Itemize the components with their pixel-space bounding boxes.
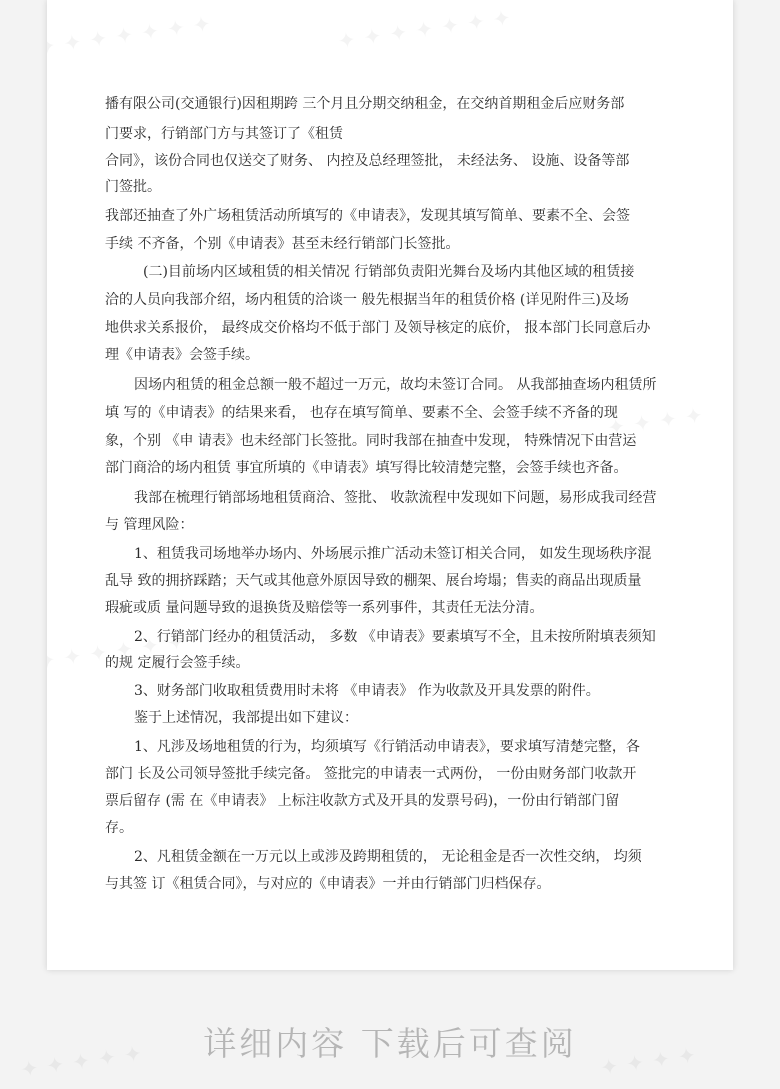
doc-line: 理《申请表》会签手续。 — [105, 347, 259, 363]
doc-line: 与其签 订《租赁合同》，与对应的《申请表》一并由行销部门归档保存。 — [105, 876, 551, 892]
doc-line: 我部还抽查了外广场租赁活动所填写的《申请表》，发现其填写简单、要素不全、会签 — [105, 208, 630, 224]
doc-line: 票后留存 (需 在《申请表》 上标注收款方式及开具的发票号码)，一份由行销部门留 — [105, 793, 620, 809]
doc-line: (二)目前场内区域租赁的相关情况 行销部负责阳光舞台及场内其他区域的租赁接 — [143, 264, 635, 280]
download-notice[interactable]: 详细内容 下载后可查阅 — [203, 1024, 577, 1063]
doc-line: 象，个别 《申 请表》也未经部门长签批。同时我部在抽查中发现， 特殊情况下由营运 — [105, 433, 637, 449]
doc-line: 部门商洽的场内租赁 事宜所填的《申请表》填写得比较清楚完整，会签手续也齐备。 — [105, 460, 628, 476]
doc-line: 洽的人员向我部介绍，场内租赁的洽谈一 般先根据当年的租赁价格 (详见附件三)及场 — [105, 292, 629, 308]
doc-line: 部门 长及公司领导签批手续完备。 签批完的申请表一式两份， 一份由财务部门收款开 — [105, 766, 637, 782]
doc-line: 合同》，该份合同也仅送交了财务、 内控及总经理签批， 未经法务、 设施、设备等部 — [105, 153, 630, 169]
doc-line: 填 写的《申请表》的结果来看， 也存在填写简单、要素不全、会签手续不齐备的现 — [105, 405, 618, 421]
doc-line: 门要求，行销部门方与其签订了《租赁 — [105, 126, 343, 142]
doc-line: 乱导 致的拥挤踩踏；天气或其他意外原因导致的棚架、展台垮塌；售卖的商品出现质量 — [105, 573, 642, 589]
doc-line: 存。 — [105, 820, 133, 836]
watermark — [47, 12, 213, 61]
document-page — [47, 0, 733, 970]
watermark — [336, 6, 513, 55]
doc-line: 鉴于上述情况，我部提出如下建议： — [134, 710, 358, 726]
doc-line: 1、凡涉及场地租赁的行为，均须填写《行销活动申请表》，要求填写清楚完整，各 — [134, 739, 640, 755]
doc-line: 3、财务部门收取租赁费用时未将 《申请表》 作为收款及开具发票的附件。 — [134, 683, 600, 699]
doc-line: 与 管理风险： — [105, 517, 194, 533]
doc-line: 瑕疵或质 量问题导致的退换货及赔偿等一系列事件，其责任无法分清。 — [105, 600, 544, 616]
doc-line: 因场内租赁的租金总额一般不超过一万元，故均未签订合同。 从我部抽查场内租赁所 — [134, 377, 657, 393]
doc-line: 我部在梳理行销部场地租赁商洽、签批、 收款流程中发现如下问题，易形成我司经营 — [134, 490, 657, 506]
doc-line: 地供求关系报价， 最终成交价格均不低于部门 及领导核定的底价， 报本部门长同意后办 — [105, 320, 651, 336]
doc-line: 1、租赁我司场地举办场内、外场展示推广活动未签订相关合同， 如发生现场秩序混 — [134, 546, 652, 562]
doc-line: 的规 定履行会签手续。 — [105, 655, 250, 671]
doc-line: 手续 不齐备，个别《申请表》甚至未经行销部门长签批。 — [105, 236, 460, 252]
doc-line: 播有限公司(交通银行)因租期跨 三个月且分期交纳租金，在交纳首期租金后应财务部 — [105, 96, 625, 112]
doc-line: 2、凡租赁金额在一万元以上或涉及跨期租赁的， 无论租金是否一次性交纳， 均须 — [134, 849, 642, 865]
doc-line: 2、行销部门经办的租赁活动， 多数 《申请表》要素填写不全，且未按所附填表须知 — [134, 629, 656, 645]
doc-line: 门签批。 — [105, 179, 161, 195]
